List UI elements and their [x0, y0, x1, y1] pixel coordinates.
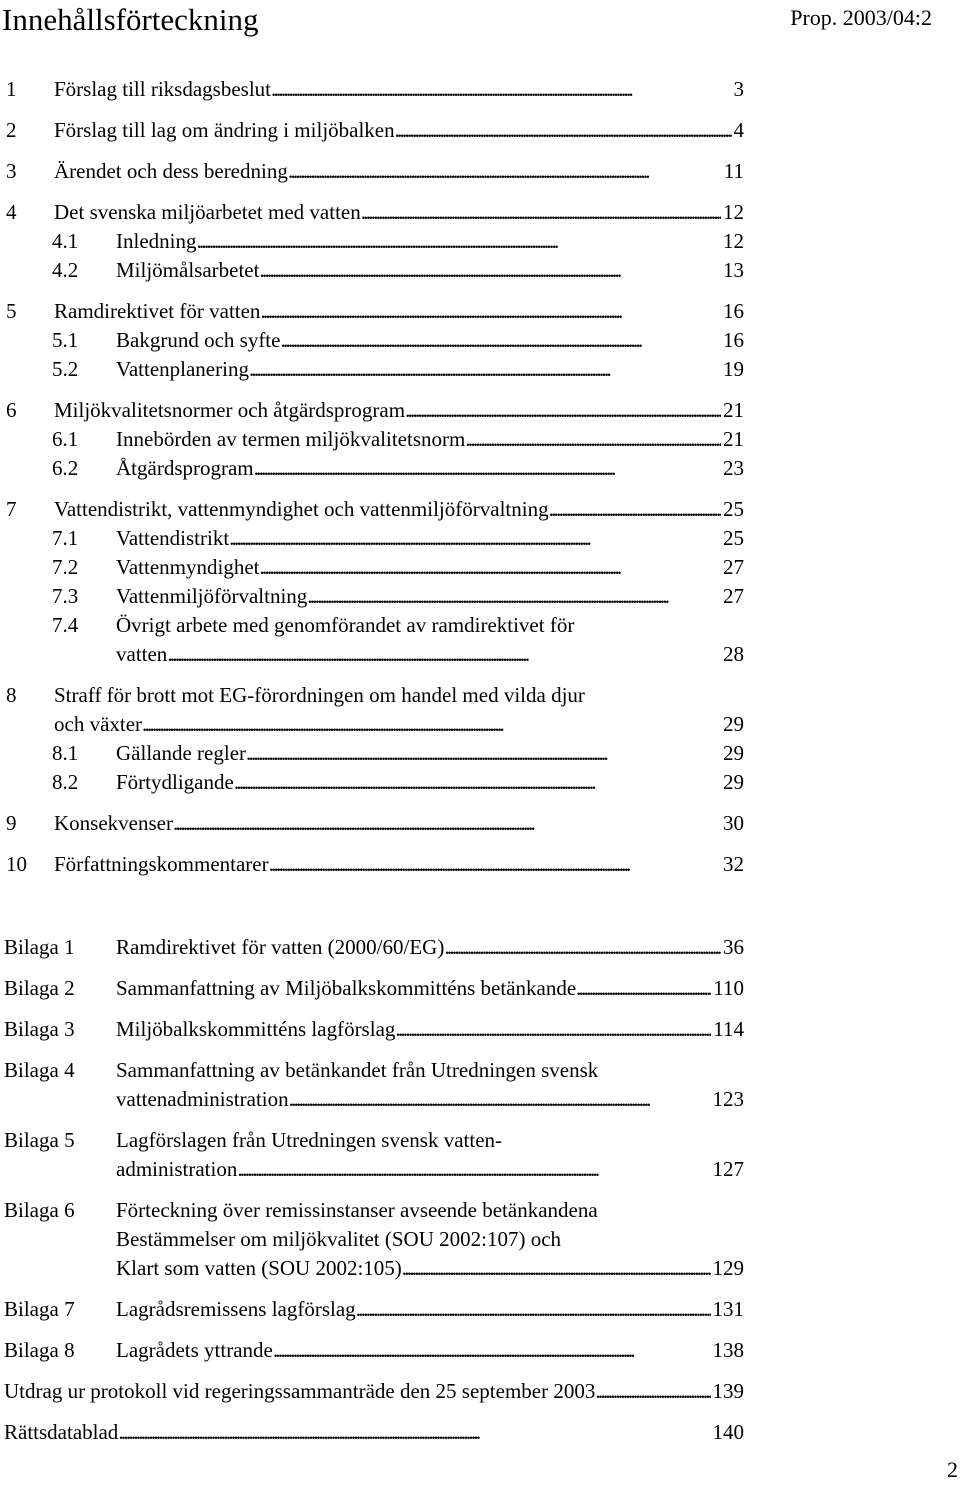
toc-number: 3 [6, 159, 17, 183]
toc-entry[interactable] [52, 523, 744, 553]
dot-leader [395, 1014, 711, 1044]
toc-page: 29 [723, 712, 744, 736]
toc-page: 23 [723, 456, 744, 480]
toc-page: 11 [723, 159, 744, 183]
toc-title: Miljömålsarbetet [116, 258, 260, 282]
toc-entry[interactable] [6, 849, 744, 879]
dot-leader [259, 552, 721, 582]
toc-title: Författningskommentarer [54, 852, 269, 876]
toc-number: 5 [6, 299, 17, 323]
appendix-page: 131 [712, 1297, 744, 1321]
toc-title: och växter [54, 712, 143, 736]
appendix-entry[interactable] [4, 1195, 744, 1225]
toc-page: 32 [723, 852, 744, 876]
appendix-title: vattenadministration [116, 1087, 289, 1111]
dot-leader [173, 808, 721, 838]
toc-page: 25 [723, 526, 744, 550]
toc-entry[interactable] [6, 808, 744, 838]
appendix-label: Bilaga 1 [4, 935, 75, 959]
appendix-title-line: Lagförslagen från Utredningen svensk vatten- [116, 1128, 503, 1152]
dot-leader [356, 1294, 711, 1324]
appendix-title: Ramdirektivet för vatten (2000/60/EG) [116, 935, 445, 959]
page-number: 2 [947, 1457, 958, 1482]
appendix-label: Bilaga 8 [4, 1338, 75, 1362]
toc-entry[interactable] [6, 115, 744, 145]
toc-entry[interactable] [52, 552, 744, 582]
appendix-title: Klart som vatten (SOU 2002:105) [116, 1256, 402, 1280]
toc-page: 27 [723, 555, 744, 579]
appendix-label: Bilaga 4 [4, 1058, 75, 1082]
toc-entry[interactable] [6, 494, 744, 524]
appendix-entry[interactable] [4, 932, 744, 962]
dot-leader [273, 1335, 711, 1365]
appendix-title: Lagrådsremissens lagförslag [116, 1297, 356, 1321]
toc-entry[interactable] [6, 197, 744, 227]
page-title: Innehållsförteckning [2, 2, 259, 37]
appendix-label: Bilaga 6 [4, 1198, 75, 1222]
dot-leader [595, 1376, 710, 1406]
extra-page: 140 [712, 1420, 744, 1444]
appendix-title: Sammanfattning av Miljöbalkskommitténs betänkande [116, 976, 577, 1000]
dot-leader [289, 1084, 711, 1114]
toc-page: 27 [723, 584, 744, 608]
toc-title: Förslag till lag om ändring i miljöbalken [54, 118, 395, 142]
toc-title: Vattendistrikt [116, 526, 230, 550]
toc-number: 7.1 [52, 526, 79, 550]
toc-page: 13 [723, 258, 744, 282]
appendix-title-line: Bestämmelser om miljökvalitet (SOU 2002:107) och [116, 1227, 562, 1251]
appendix-entry-continuation[interactable] [116, 1253, 744, 1283]
toc-entry[interactable] [52, 738, 744, 768]
toc-title: Förslag till riksdagsbeslut [54, 77, 271, 101]
appendix-entry[interactable] [4, 1014, 744, 1044]
dot-leader [142, 709, 721, 739]
extra-page: 139 [712, 1379, 744, 1403]
toc-page: 25 [723, 497, 744, 521]
toc-title: Inledning [116, 229, 197, 253]
appendix-label: Bilaga 3 [4, 1017, 75, 1041]
appendix-entry-continuation[interactable] [116, 1084, 744, 1114]
dot-leader [246, 738, 721, 768]
dot-leader [549, 494, 721, 524]
toc-title: Konsekvenser [54, 811, 173, 835]
extra-title: Rättsdatablad [4, 1420, 119, 1444]
toc-number: 1 [6, 77, 17, 101]
toc-number: 4.1 [52, 229, 79, 253]
extra-entry[interactable] [4, 1376, 744, 1406]
toc-entry[interactable] [52, 453, 744, 483]
appendix-label: Bilaga 7 [4, 1297, 75, 1321]
toc-number: 8.1 [52, 741, 79, 765]
appendix-entry[interactable] [4, 1125, 744, 1155]
dot-leader [405, 395, 721, 425]
dot-leader [259, 255, 721, 285]
toc-title-line: Straff för brott mot EG-förordningen om handel med vilda djur [54, 683, 585, 707]
dot-leader [444, 932, 721, 962]
appendix-title: Miljöbalkskommitténs lagförslag [116, 1017, 396, 1041]
appendix-title: administration [116, 1157, 238, 1181]
appendix-label: Bilaga 2 [4, 976, 75, 1000]
appendix-label: Bilaga 5 [4, 1128, 75, 1152]
toc-page: 19 [723, 357, 744, 381]
toc-page: 21 [723, 398, 744, 422]
toc-entry[interactable] [52, 226, 744, 256]
appendix-entry[interactable] [4, 1294, 744, 1324]
dot-leader [249, 354, 721, 384]
appendix-page: 114 [713, 1017, 744, 1041]
toc-entry[interactable] [52, 424, 744, 454]
toc-number: 8 [6, 683, 17, 707]
toc-entry[interactable] [52, 610, 744, 640]
appendix-title-line: Sammanfattning av betänkandet från Utredningen svensk [116, 1058, 599, 1082]
toc-entry[interactable] [52, 581, 744, 611]
toc-entry[interactable] [6, 74, 744, 104]
toc-number: 5.1 [52, 328, 79, 352]
dot-leader [118, 1417, 710, 1447]
toc-page: 3 [733, 77, 744, 101]
toc-page: 29 [723, 770, 744, 794]
toc-title: Vattenmyndighet [116, 555, 260, 579]
toc-entry-continuation[interactable] [116, 639, 744, 669]
toc-entry[interactable] [52, 767, 744, 797]
dot-leader [260, 296, 721, 326]
dot-leader [288, 156, 722, 186]
dot-leader [167, 639, 721, 669]
extra-title: Utdrag ur protokoll vid regeringssammanträde den 25 september 2003 [4, 1379, 596, 1403]
appendix-entry[interactable] [4, 973, 744, 1003]
dot-leader [269, 849, 721, 879]
dot-leader [280, 325, 721, 355]
appendix-page: 36 [723, 935, 744, 959]
toc-title: Ramdirektivet för vatten [54, 299, 261, 323]
toc-entry[interactable] [52, 255, 744, 285]
toc-entry[interactable] [6, 680, 744, 710]
toc-number: 6 [6, 398, 17, 422]
extra-entry[interactable] [4, 1417, 744, 1447]
appendix-page: 129 [712, 1256, 744, 1280]
toc-title: Bakgrund och syfte [116, 328, 281, 352]
toc-number: 9 [6, 811, 17, 835]
toc-title: Vattendistrikt, vattenmyndighet och vattenmiljöförvaltning [54, 497, 549, 521]
toc-page: 16 [723, 299, 744, 323]
dot-leader [271, 74, 732, 104]
toc-number: 4 [6, 200, 17, 224]
toc-title: vatten [116, 642, 168, 666]
document-reference: Prop. 2003/04:2 [790, 5, 932, 30]
toc-page: 28 [723, 642, 744, 666]
dot-leader [307, 581, 721, 611]
toc-number: 7 [6, 497, 17, 521]
toc-entry[interactable] [52, 354, 744, 384]
toc-page: 30 [723, 811, 744, 835]
toc-title-line: Övrigt arbete med genomförandet av ramdirektivet för [116, 613, 575, 637]
appendix-page: 123 [712, 1087, 744, 1111]
appendix-entry-continuation[interactable] [116, 1224, 744, 1254]
appendix-page: 110 [713, 976, 744, 1000]
dot-leader [234, 767, 721, 797]
dot-leader [576, 973, 711, 1003]
toc-page: 16 [723, 328, 744, 352]
appendix-page: 138 [712, 1338, 744, 1362]
toc-number: 8.2 [52, 770, 79, 794]
toc-number: 5.2 [52, 357, 79, 381]
appendix-entry-continuation[interactable] [116, 1154, 744, 1184]
dot-leader [402, 1253, 711, 1283]
dot-leader [254, 453, 721, 483]
dot-leader [196, 226, 721, 256]
toc-page: 21 [723, 427, 744, 451]
appendix-title-line: Förteckning över remissinstanser avseende betänkandena [116, 1198, 598, 1222]
toc-title: Vattenmiljöförvaltning [116, 584, 308, 608]
toc-title: Ärendet och dess beredning [54, 159, 288, 183]
toc-number: 7.2 [52, 555, 79, 579]
toc-number: 6.1 [52, 427, 79, 451]
toc-entry-continuation[interactable] [54, 709, 744, 739]
toc-number: 6.2 [52, 456, 79, 480]
appendix-entry[interactable] [4, 1335, 744, 1365]
toc-page: 29 [723, 741, 744, 765]
appendix-entry[interactable] [4, 1055, 744, 1085]
toc-page: 12 [723, 229, 744, 253]
toc-number: 2 [6, 118, 17, 142]
toc-number: 7.3 [52, 584, 79, 608]
dot-leader [395, 115, 732, 145]
toc-title: Förtydligande [116, 770, 234, 794]
toc-title: Vattenplanering [116, 357, 249, 381]
appendix-title: Lagrådets yttrande [116, 1338, 273, 1362]
toc-title: Miljökvalitetsnormer och åtgärdsprogram [54, 398, 406, 422]
toc-number: 4.2 [52, 258, 79, 282]
toc-entry[interactable] [6, 296, 744, 326]
toc-title: Innebörden av termen miljökvalitetsnorm [116, 427, 466, 451]
dot-leader [237, 1154, 710, 1184]
toc-entry[interactable] [6, 156, 744, 186]
dot-leader [229, 523, 721, 553]
toc-page: 12 [723, 200, 744, 224]
dot-leader [465, 424, 721, 454]
toc-entry[interactable] [6, 395, 744, 425]
toc-entry[interactable] [52, 325, 744, 355]
appendix-page: 127 [712, 1157, 744, 1181]
toc-number: 10 [6, 852, 27, 876]
toc-page: 4 [733, 118, 744, 142]
toc-title: Åtgärdsprogram [116, 456, 254, 480]
dot-leader [361, 197, 721, 227]
toc-number: 7.4 [52, 613, 79, 637]
toc-title: Gällande regler [116, 741, 247, 765]
toc-title: Det svenska miljöarbetet med vatten [54, 200, 361, 224]
